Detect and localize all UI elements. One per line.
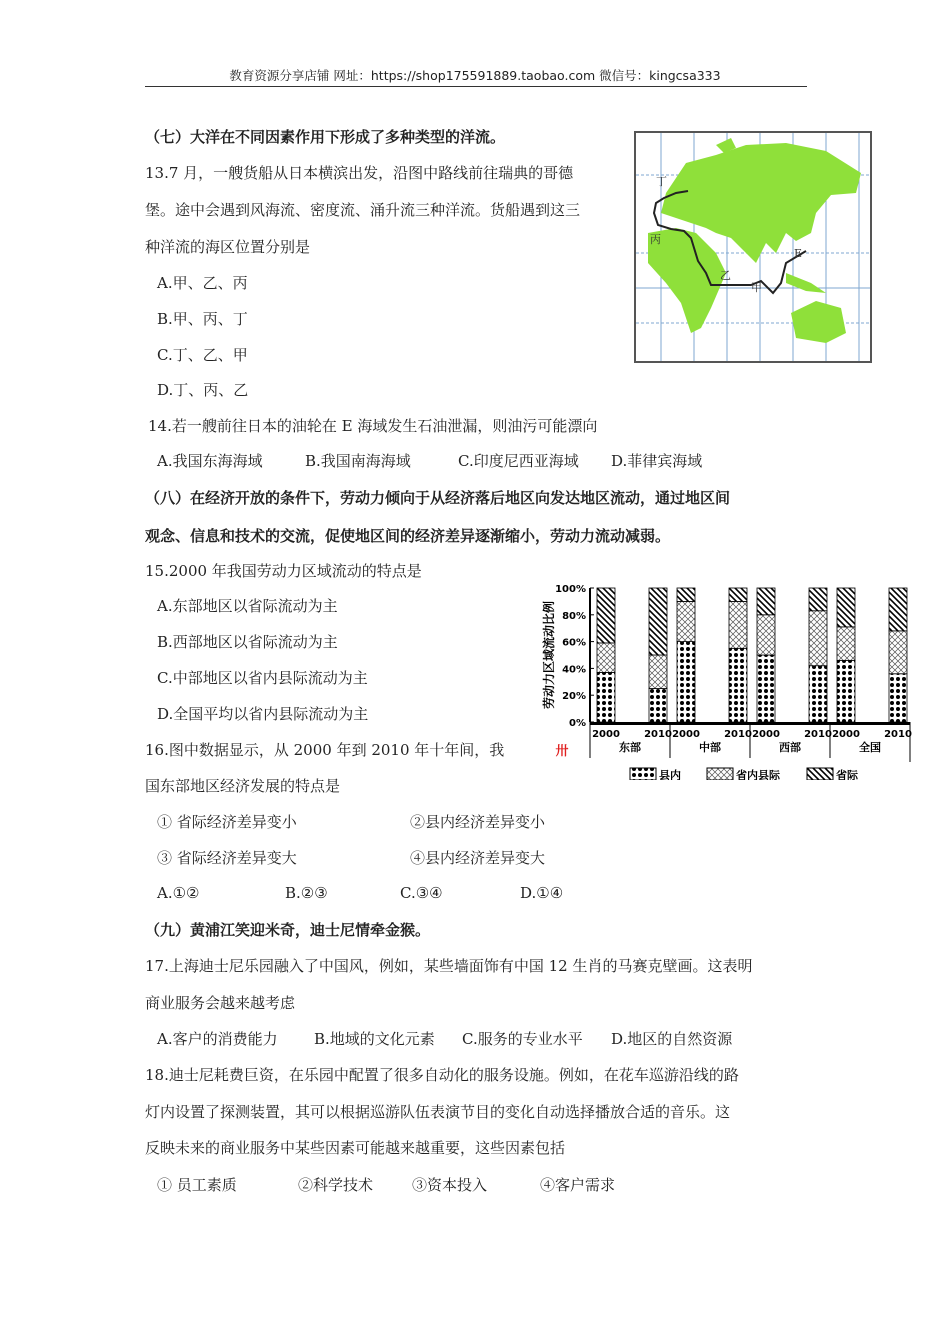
q13-option: C.丁、乙、甲 xyxy=(157,346,248,364)
legend-swatch xyxy=(807,768,833,780)
legend-swatch xyxy=(630,768,656,780)
q14-option: C.印度尼西亚海域 xyxy=(458,452,579,470)
q16-line: 国东部地区经济发展的特点是 xyxy=(145,777,341,795)
q16-item: ③ 省际经济差异变大 xyxy=(157,849,297,867)
bar-省内县际 xyxy=(729,601,747,648)
q18-line: 18.迪士尼耗费巨资，在乐园中配置了很多自动化的服务设施。例如，在花车巡游沿线的路 xyxy=(145,1066,739,1084)
q14-option: A.我国东海海域 xyxy=(157,452,263,470)
bar-省内县际 xyxy=(649,655,667,689)
bar-省际 xyxy=(809,588,827,611)
q13-option: B.甲、丙、丁 xyxy=(157,310,248,328)
bar-县内 xyxy=(597,672,615,722)
q18-item: ②科学技术 xyxy=(298,1176,374,1194)
bar-省际 xyxy=(889,588,907,631)
bar-省内县际 xyxy=(809,611,827,666)
q17-line: 商业服务会越来越考虑 xyxy=(145,994,296,1012)
group-label: 中部 xyxy=(699,741,721,754)
x-tick-label: 2000 xyxy=(832,729,860,740)
y-tick-label: 20% xyxy=(562,691,586,703)
bar-省内县际 xyxy=(677,601,695,641)
bar-省内县际 xyxy=(889,631,907,674)
y-axis-label: 劳动力区域流动比例 xyxy=(542,600,556,710)
bar-省际 xyxy=(729,588,747,601)
q16-option: D.①④ xyxy=(520,884,564,902)
section-9-heading: （九）黄浦江笑迎米奇，迪士尼情牵金猴。 xyxy=(145,921,431,939)
q14-stem: 14.若一艘前往日本的油轮在 E 海域发生石油泄漏，则油污可能漂向 xyxy=(148,417,598,435)
group-label: 全国 xyxy=(859,741,881,754)
q17-option: B.地域的文化元素 xyxy=(314,1030,435,1048)
bar-省际 xyxy=(677,588,695,601)
map-label: 丁 xyxy=(656,175,667,188)
x-tick-label: 2010 xyxy=(724,729,752,740)
q16-option: C.③④ xyxy=(400,884,443,902)
q16-item: ④县内经济差异变大 xyxy=(410,849,546,867)
legend-label: 县内 xyxy=(659,769,681,780)
q16-item: ②县内经济差异变小 xyxy=(410,813,546,831)
bar-省内县际 xyxy=(837,627,855,661)
y-tick-label: 60% xyxy=(562,637,586,649)
group-label: 东部 xyxy=(619,741,641,754)
map-label: 丙 xyxy=(650,233,661,246)
q18-item: ④客户需求 xyxy=(540,1176,616,1194)
map-label: 乙 xyxy=(720,269,731,282)
q14-option: B.我国南海海域 xyxy=(305,452,411,470)
q16-line: 16.图中数据显示，从 2000 年到 2010 年十年间，我 xyxy=(145,741,505,759)
q13-option: D.丁、丙、乙 xyxy=(157,381,249,399)
q15-stem: 15.2000 年我国劳动力区域流动的特点是 xyxy=(145,562,422,580)
q14-option: D.菲律宾海域 xyxy=(611,452,703,470)
q18-item: ① 员工素质 xyxy=(157,1176,237,1194)
bar-县内 xyxy=(677,642,695,722)
bar-县内 xyxy=(729,648,747,722)
x-tick-label: 2000 xyxy=(592,729,620,740)
section-8-heading: （八）在经济开放的条件下，劳动力倾向于从经济落后地区向发达地区流动，通过地区间 xyxy=(145,489,731,507)
section-8-heading: 观念、信息和技术的交流，促使地区间的经济差异逐渐缩小，劳动力流动减弱。 xyxy=(145,527,671,545)
q16-item: ① 省际经济差异变小 xyxy=(157,813,297,831)
world-map-figure xyxy=(634,131,872,363)
map-label: 甲 xyxy=(751,281,762,294)
y-tick-label: 0% xyxy=(569,718,586,729)
bar-县内 xyxy=(889,674,907,722)
x-tick-label: 2000 xyxy=(752,729,780,740)
q18-item: ③资本投入 xyxy=(412,1176,488,1194)
y-tick-label: 40% xyxy=(562,664,586,676)
figure-mark-icon: 卅 xyxy=(555,744,569,759)
q15-option: C.中部地区以省内县际流动为主 xyxy=(157,669,368,687)
q17-option: C.服务的专业水平 xyxy=(462,1030,583,1048)
legend-label: 省际 xyxy=(836,769,858,780)
q13-line: 种洋流的海区位置分别是 xyxy=(145,238,311,256)
labor-flow-chart xyxy=(535,580,915,780)
bar-省际 xyxy=(597,588,615,643)
q15-option: A.东部地区以省际流动为主 xyxy=(157,597,338,615)
legend-label: 省内县际 xyxy=(736,769,780,780)
y-tick-label: 100% xyxy=(555,584,586,595)
bar-县内 xyxy=(757,655,775,722)
y-tick-label: 80% xyxy=(562,610,586,622)
bar-县内 xyxy=(837,660,855,722)
group-label: 西部 xyxy=(779,741,801,754)
bar-省内县际 xyxy=(597,643,615,672)
bar-省际 xyxy=(649,588,667,655)
x-tick-label: 2010 xyxy=(644,729,672,740)
x-tick-label: 2010 xyxy=(884,729,912,740)
bar-省际 xyxy=(837,588,855,627)
q13-line: 堡。途中会遇到风海流、密度流、涌升流三种洋流。货船遇到这三 xyxy=(145,201,581,219)
q13-option: A.甲、乙、丙 xyxy=(157,274,248,292)
page-header: 教育资源分享店铺 网址：https://shop175591889.taobao.com 微信号：kingcsa333 xyxy=(229,68,721,83)
q17-option: A.客户的消费能力 xyxy=(157,1030,278,1048)
map-label: E xyxy=(794,247,803,260)
bar-县内 xyxy=(809,666,827,722)
q18-line: 反映未来的商业服务中某些因素可能越来越重要，这些因素包括 xyxy=(145,1139,566,1157)
header-rule xyxy=(145,86,807,87)
q17-line: 17.上海迪士尼乐园融入了中国风，例如，某些墙面饰有中国 12 生肖的马赛克壁画。这表明 xyxy=(145,957,753,975)
q18-line: 灯内设置了探测装置，其可以根据巡游队伍表演节目的变化自动选择播放合适的音乐。这 xyxy=(145,1103,731,1121)
q16-option: B.②③ xyxy=(285,884,328,902)
x-tick-label: 2000 xyxy=(672,729,700,740)
legend-swatch xyxy=(707,768,733,780)
x-tick-label: 2010 xyxy=(804,729,832,740)
bar-县内 xyxy=(649,689,667,723)
q15-option: B.西部地区以省际流动为主 xyxy=(157,633,338,651)
q13-line: 13.7 月，一艘货船从日本横滨出发，沿图中路线前往瑞典的哥德 xyxy=(145,164,574,182)
q17-option: D.地区的自然资源 xyxy=(611,1030,733,1048)
q16-option: A.①② xyxy=(157,884,200,902)
bar-省内县际 xyxy=(757,615,775,655)
q15-option: D.全国平均以省内县际流动为主 xyxy=(157,705,369,723)
section-7-heading: （七）大洋在不同因素作用下形成了多种类型的洋流。 xyxy=(145,128,506,146)
bar-省际 xyxy=(757,588,775,615)
